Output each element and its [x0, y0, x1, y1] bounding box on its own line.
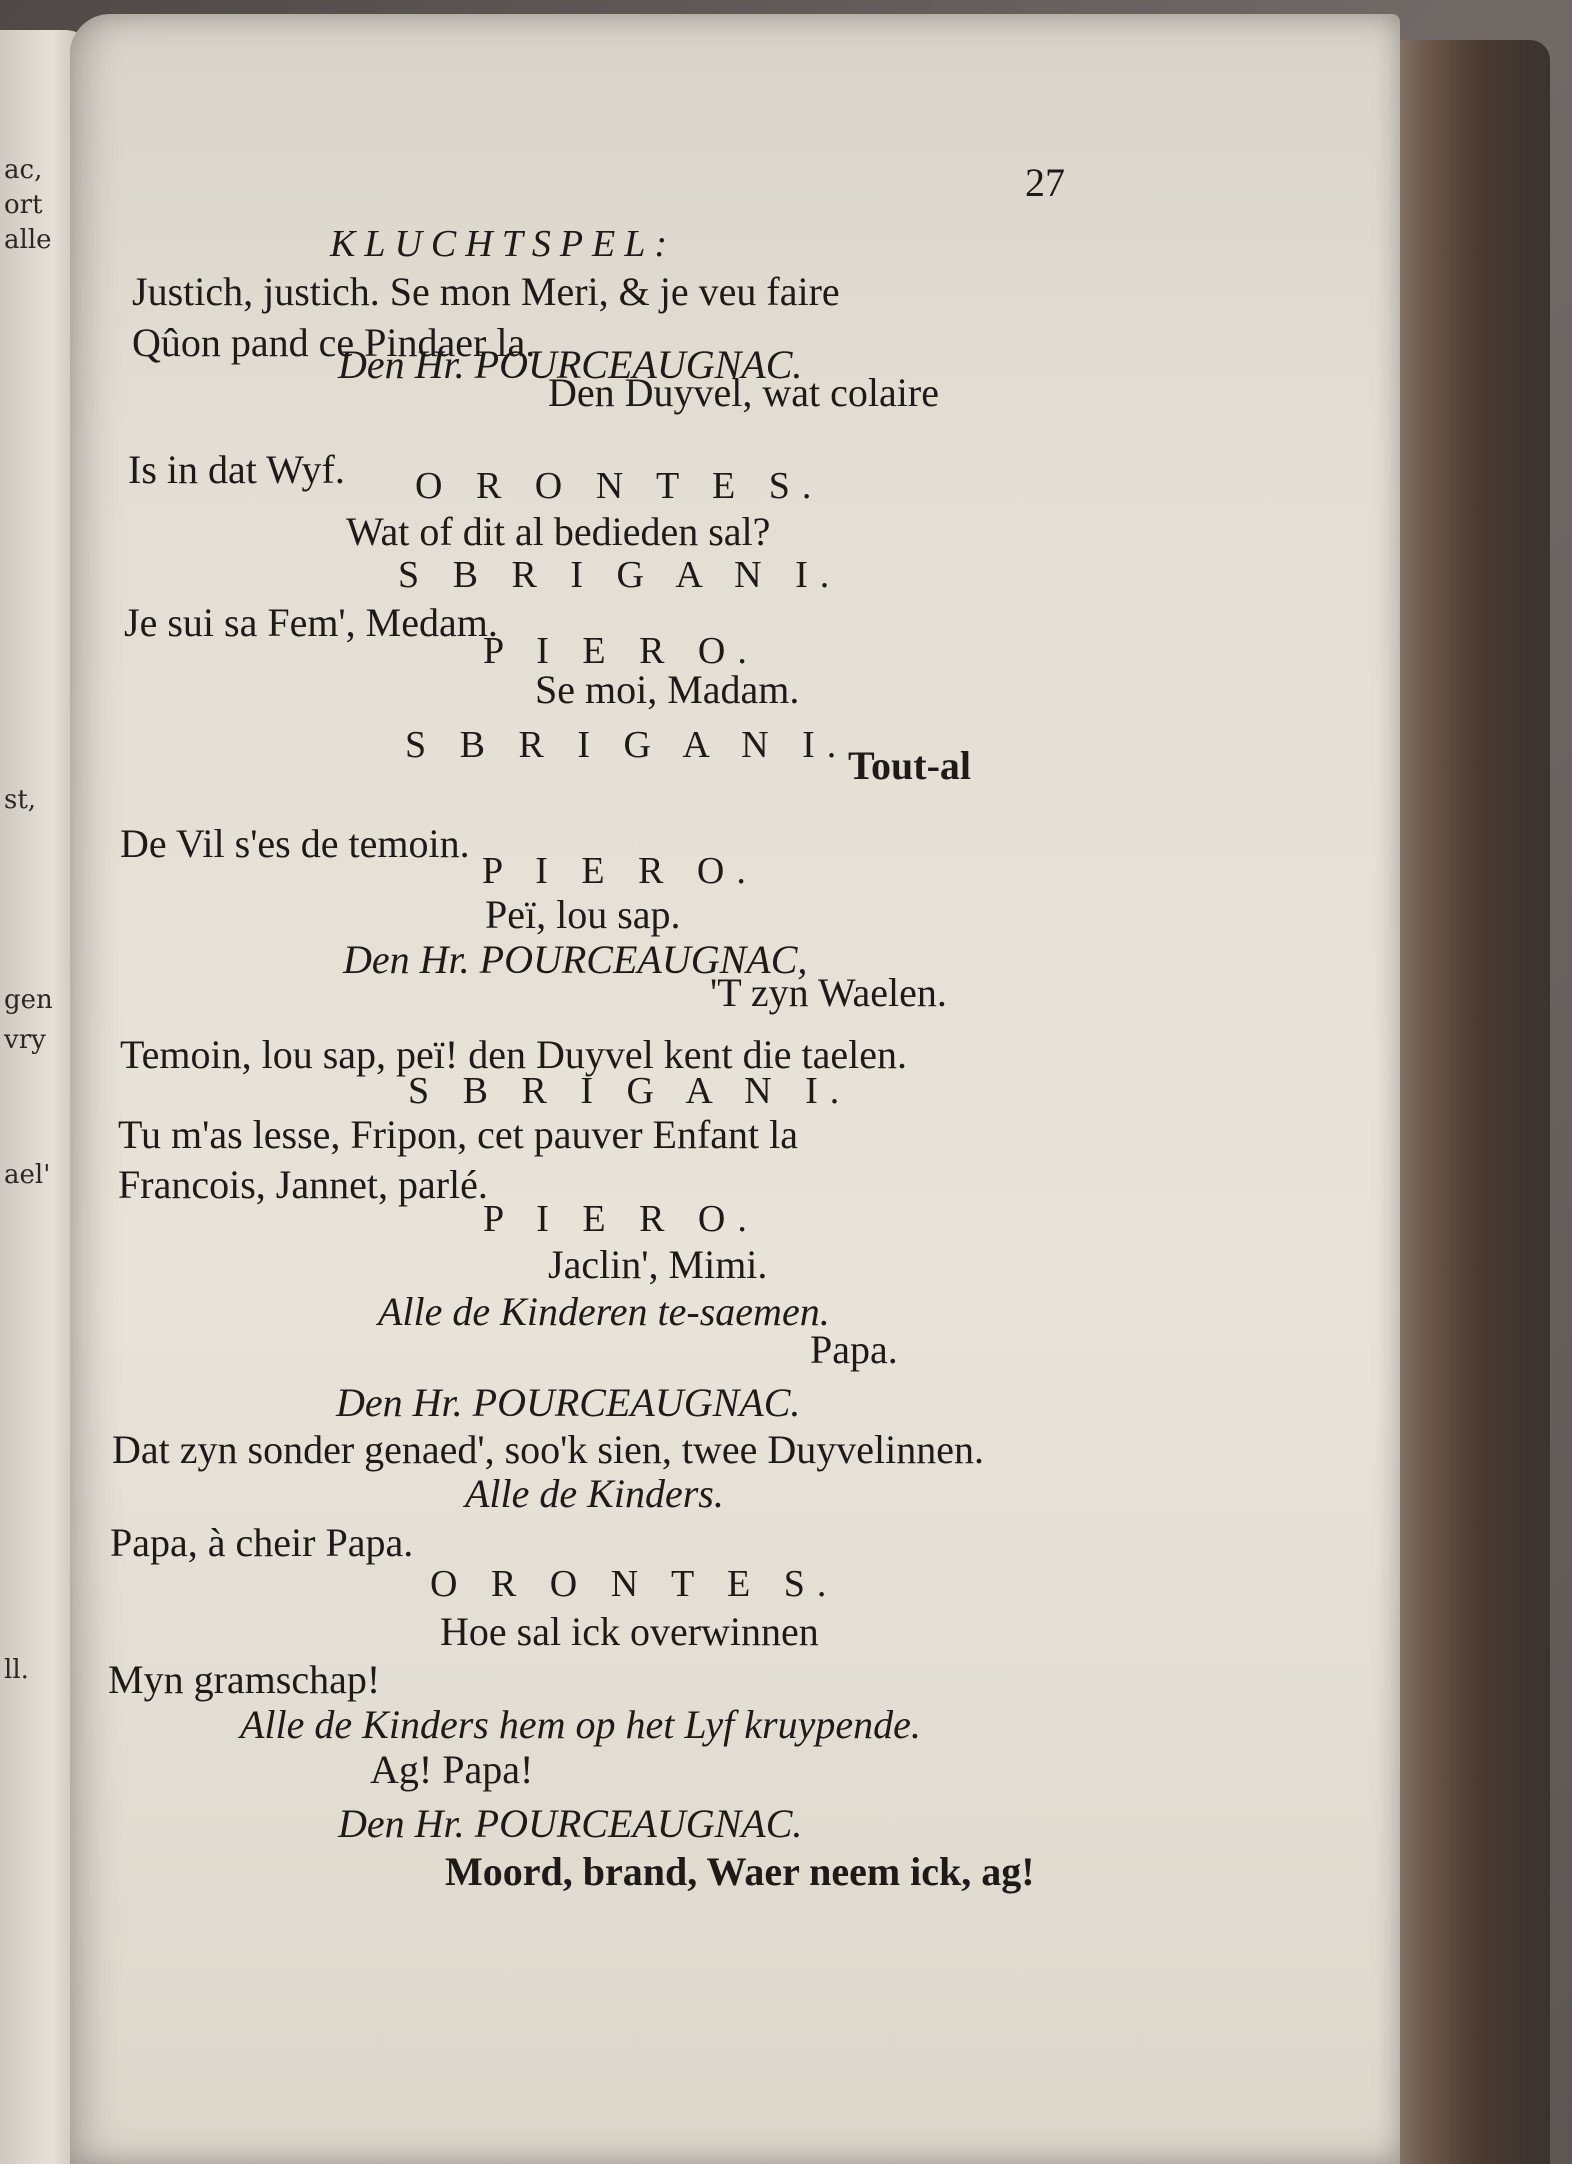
speaker-name: P I E R O. [483, 1198, 759, 1240]
text-line: 'T zyn Waelen. [710, 970, 947, 1015]
left-page-fragment: alle [4, 225, 52, 255]
left-page-fragment: vry [4, 1025, 46, 1055]
text-line: Hoe sal ick overwinnen [440, 1609, 819, 1654]
text-line: De Vil s'es de temoin. [120, 821, 470, 866]
left-page-fragment: st, [4, 785, 37, 815]
speaker-name: S B R I G A N I. [398, 554, 842, 596]
running-head: KLUCHTSPEL: [330, 223, 677, 265]
stage-direction: Alle de Kinders hem op het Lyf kruypende. [240, 1702, 921, 1747]
speaker-name: P I E R O. [482, 850, 758, 892]
speaker-name: Den Hr. POURCEAUGNAC. [338, 342, 803, 387]
text-line: Den Duyvel, wat colaire [548, 370, 939, 415]
text-line: Wat of dit al bedieden sal? [346, 509, 771, 554]
text-line: Se moi, Madam. [535, 667, 800, 712]
page-number: 27 [1025, 160, 1065, 205]
left-page-fragment: ac, [4, 155, 43, 185]
speaker-name: O R O N T E S. [415, 465, 824, 507]
text-line: Peï, lou sap. [485, 892, 681, 937]
speaker-name: O R O N T E S. [430, 1563, 839, 1605]
left-page-fragment: ael' [4, 1160, 51, 1190]
left-page-fragment: ll. [4, 1655, 29, 1685]
stage-direction: Alle de Kinders. [465, 1471, 724, 1516]
text-line: Je sui sa Fem', Medam. [124, 600, 498, 645]
text-line: Myn gramschap! [108, 1657, 381, 1702]
text-line: Temoin, lou sap, peï! den Duyvel kent die taelen. [120, 1032, 907, 1077]
text-line: Francois, Jannet, parlé. [118, 1162, 488, 1207]
text-line: Jaclin', Mimi. [548, 1242, 768, 1287]
text-line: Papa, à cheir Papa. [110, 1520, 414, 1565]
text-line: Papa. [810, 1327, 898, 1372]
speaker-name: Den Hr. POURCEAUGNAC, [343, 937, 808, 982]
text-line: Dat zyn sonder genaed', soo'k sien, twee Duyvelinnen. [112, 1427, 984, 1472]
speaker-name: Den Hr. POURCEAUGNAC. [338, 1801, 803, 1846]
text-line: Is in dat Wyf. [128, 447, 345, 492]
left-page-fragment: ort [4, 190, 43, 220]
text-line: Tu m'as lesse, Fripon, cet pauver Enfant la [118, 1112, 799, 1157]
speaker-name: Den Hr. POURCEAUGNAC. [336, 1380, 801, 1425]
text-line: Ag! Papa! [370, 1747, 534, 1792]
speaker-name: P I E R O. [483, 630, 759, 672]
text-line: Moord, brand, Waer neem ick, ag! [445, 1849, 1035, 1894]
text-line: Justich, justich. Se mon Meri, & je veu faire [132, 269, 840, 314]
left-page-fragment: gen [4, 985, 53, 1015]
text-line: Qûon pand ce Pindaer la. [132, 320, 536, 365]
text-line: Tout-al [848, 743, 972, 788]
stage-direction: Alle de Kinderen te-saemen. [378, 1289, 830, 1334]
speaker-name: S B R I G A N I. [405, 724, 849, 766]
speaker-name: S B R I G A N I. [408, 1070, 852, 1112]
